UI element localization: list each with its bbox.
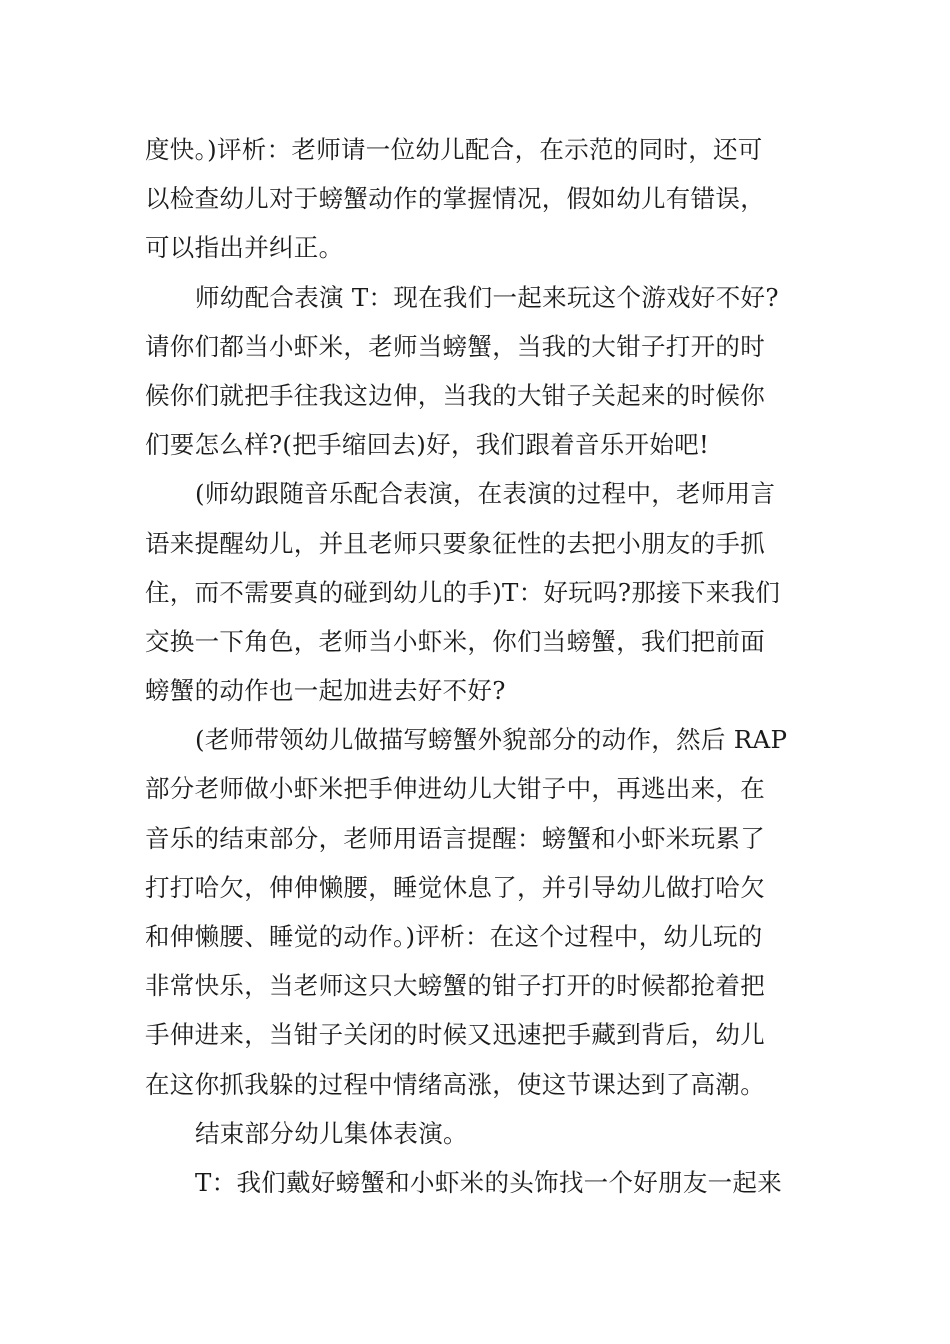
text-line: 非常快乐，当老师这只大螃蟹的钳子打开的时候都抢着把 <box>145 971 765 1001</box>
text-line: 以检查幼儿对于螃蟹动作的掌握情况，假如幼儿有错误， <box>145 184 765 214</box>
text-line: 部分老师做小虾米把手伸进幼儿大钳子中，再逃出来，在 <box>145 774 765 804</box>
text-line: 度快。)评析：老师请一位幼儿配合，在示范的同时，还可 <box>145 135 763 164</box>
text-line: 语来提醒幼儿，并且老师只要象征性的去把小朋友的手抓 <box>145 528 765 558</box>
text-line: 音乐的结束部分，老师用语言提醒：螃蟹和小虾米玩累了 <box>145 823 765 853</box>
text-line: T：我们戴好螃蟹和小虾米的头饰找一个好朋友一起来 <box>195 1167 783 1197</box>
text-line: 候你们就把手往我这边伸，当我的大钳子关起来的时候你 <box>145 380 765 410</box>
text-line: 结束部分幼儿集体表演。 <box>195 1118 468 1148</box>
text-line: 们要怎么样?(把手缩回去)好，我们跟着音乐开始吧! <box>145 430 710 460</box>
document-body-text <box>145 125 810 1207</box>
text-line: (老师带领幼儿做描写螃蟹外貌部分的动作，然后 RAP <box>195 725 788 755</box>
text-line: 和伸懒腰、睡觉的动作。)评析：在这个过程中，幼儿玩的 <box>145 922 763 951</box>
text-line: 交换一下角色，老师当小虾米，你们当螃蟹，我们把前面 <box>145 626 765 656</box>
text-line: (师幼跟随音乐配合表演，在表演的过程中，老师用言 <box>195 479 776 509</box>
text-line: 住，而不需要真的碰到幼儿的手)T：好玩吗?那接下来我们 <box>145 577 781 607</box>
text-line: 在这你抓我躲的过程中情绪高涨，使这节课达到了高潮。 <box>145 1069 765 1099</box>
text-line: 可以指出并纠正。 <box>145 233 344 263</box>
text-line: 手伸进来，当钳子关闭的时候又迅速把手藏到背后，幼儿 <box>145 1020 765 1050</box>
text-line: 请你们都当小虾米，老师当螃蟹，当我的大钳子打开的时 <box>145 331 765 361</box>
text-line: 螃蟹的动作也一起加进去好不好? <box>145 676 506 706</box>
text-line: 师幼配合表演 T：现在我们一起来玩这个游戏好不好? <box>195 282 779 312</box>
text-line: 打打哈欠，伸伸懒腰，睡觉休息了，并引导幼儿做打哈欠 <box>145 872 765 902</box>
